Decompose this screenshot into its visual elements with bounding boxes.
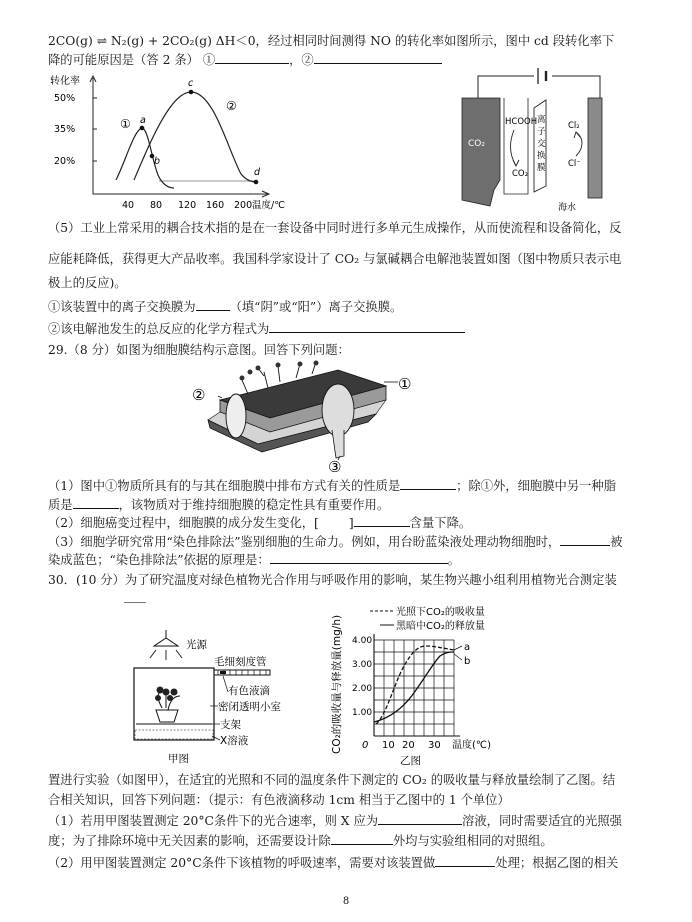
membrane-char-5: 膜 (537, 163, 546, 173)
q30-line-2: 置进行实验（如图甲），在适宜的光照和不同的温度条件下测定的 CO₂ 的吸收量与释放量绘制了乙图。结 (48, 773, 616, 787)
no-conversion-chart (46, 70, 286, 210)
co2-label: CO₂ (468, 139, 485, 149)
y-axis-label: 转化率 (50, 76, 80, 87)
q30-1b-line (48, 833, 553, 849)
ytick-35: 35% (54, 124, 76, 135)
xtick-120: 120 (178, 200, 197, 210)
x-axis-label: 温度/℃ (252, 200, 285, 210)
cell-type-blank[interactable] (560, 534, 610, 546)
lipid-blank[interactable] (73, 497, 119, 509)
q5-equation-text: ②该电解池发生的总反应的化学方程式为 (48, 322, 270, 336)
cl-ion-label: Cl⁻ (568, 159, 581, 169)
legend-dashed: 光照下CO₂的吸收量 (396, 607, 485, 618)
droplet-label: 有色液滴 (228, 685, 270, 697)
q30-2-text: （2）用甲图装置测定 20°C条件下该植物的呼吸速率，需要对该装置做 (48, 856, 436, 870)
curve-2 (134, 92, 256, 182)
yi-ytick-1: 1.00 (352, 708, 373, 718)
xtick-200: 200 (234, 200, 253, 210)
curve-1-label: ① (120, 117, 131, 131)
point-c: c (188, 78, 194, 89)
treatment-blank[interactable] (435, 855, 495, 867)
chamber (134, 668, 214, 740)
point-d: d (254, 167, 261, 178)
q29-3-cont: 被 (610, 535, 623, 549)
label-1: ① (398, 375, 412, 393)
anode (588, 98, 602, 198)
bracket-number-blank[interactable] (319, 516, 349, 527)
x-solution-label: X溶液 (220, 735, 249, 747)
curve-2-label: ② (226, 99, 237, 113)
xtick-160: 160 (206, 200, 225, 210)
separator-2: ，② (289, 53, 314, 67)
principle-blank[interactable] (270, 552, 448, 564)
seawater-label: 海水 (558, 203, 577, 213)
q29-title: 29.（8 分）如图为细胞膜结构示意图。回答下列问题： (48, 343, 350, 357)
q30-1-text: （1）若用甲图装置测定 20°C条件下的光合速率，则 X 应为 (48, 814, 379, 828)
q30-1-cont: 溶液，同时需要适宜的光照强 (462, 814, 622, 828)
answer-blank-2[interactable] (314, 52, 442, 64)
q30-title: 30．(10 分）为了研究温度对绿色植物光合作用与呼吸作用的影响，某生物兴趣小组利用植物光合测定装 (48, 573, 617, 587)
electrolysis-cell-diagram (450, 68, 630, 218)
co2-chart (330, 604, 500, 770)
equation-blank[interactable] (269, 321, 465, 333)
q30-2-line (48, 855, 618, 871)
capillary-label: 毛细刻度管 (214, 656, 267, 668)
cl2-label: Cl₂ (568, 121, 580, 131)
yi-ytick-2: 2.00 (352, 684, 373, 694)
ytick-20: 20% (54, 156, 76, 167)
q29-2-line (48, 515, 471, 531)
q5-line-3: 极上的反应)。 (48, 276, 127, 290)
q29-3b-text: 染成蓝色；“染色排除法”依据的原理是： (48, 553, 270, 567)
question-cd-text: 降的可能原因是（答 2 条） ① (48, 53, 216, 67)
q29-2-bracket: ] (348, 516, 354, 530)
curve-b-label: b (464, 656, 471, 667)
label-3: ③ (328, 458, 342, 472)
membrane-char-1: 离 (537, 115, 546, 125)
q29-1-line (48, 478, 616, 494)
flower-pot (156, 710, 178, 722)
membrane-type-blank[interactable] (196, 299, 230, 311)
question-cd-line (48, 52, 442, 68)
q5-membrane-hint: （填“阴”或“阳”）离子交换膜。 (229, 300, 403, 314)
q30-1b-text: 度；为了排除环境中无关因素的影响，还需要设计除 (48, 834, 331, 848)
yi-x-axis-label: 温度(℃) (452, 740, 492, 751)
yi-xtick-20: 20 (402, 740, 415, 751)
q29-1b-cont: ，该物质对于维持细胞膜的稳定性具有重要作用。 (118, 498, 390, 512)
membrane-char-2: 子 (537, 127, 546, 137)
curve-1 (116, 128, 174, 188)
q30-1-line (48, 813, 622, 829)
q30-1b-cont: 外均与实验组相同的对照组。 (392, 834, 553, 848)
chamber-label: 密闭透明小室 (218, 701, 281, 713)
property-blank[interactable] (400, 478, 456, 490)
xtick-80: 80 (150, 200, 163, 210)
legend-solid: 黑暗中CO₂的释放量 (396, 621, 485, 632)
component-blank[interactable] (354, 515, 410, 527)
yi-ytick-4: 4.00 (352, 636, 373, 646)
yi-caption: 乙图 (400, 755, 421, 767)
reaction-line: 2CO(g) ⇌ N₂(g) + 2CO₂(g) ΔH＜0，经过相同时间测得 NO 的转化率如图所示，图中 cd 段转化率下 (48, 34, 615, 48)
q30-2-cont: 处理；根据乙图的相关 (495, 856, 619, 870)
q5-line-2: 应能耗降低，获得更大产品收率。我国科学家设计了 CO₂ 与氯碱耦合电解池装置如图（图中物质只表示电 (48, 252, 622, 266)
colored-droplet (220, 671, 226, 674)
page-number: 8 (342, 896, 350, 907)
co2-lower-label: CO₂ (512, 169, 529, 179)
q29-1b-line (48, 497, 389, 513)
protein-2 (226, 394, 246, 438)
x-solution (135, 730, 213, 739)
q29-1-cont: ；除①外，细胞膜中另一种脂 (456, 479, 617, 493)
ytick-50: 50% (54, 93, 76, 104)
jia-caption: 甲图 (168, 753, 189, 765)
solution-blank[interactable] (378, 813, 462, 825)
cell-membrane-diagram (188, 360, 428, 472)
yi-y-axis-label: CO₂的吸收量与释放量(mg/h) (331, 614, 343, 754)
point-a: a (140, 115, 146, 126)
hcooh-label: HCOOH (505, 117, 538, 127)
q29-3b-line (48, 552, 460, 568)
protein-large (322, 384, 354, 436)
stray-mark (124, 602, 146, 603)
light-source-label: 光源 (186, 639, 207, 651)
q29-1-text: （1）图中①物质所具有的与其在细胞膜中排布方式有关的性质是 (48, 479, 401, 493)
apparatus-diagram (128, 630, 328, 768)
q29-3b-end: 。 (447, 553, 460, 567)
membrane-char-4: 换 (537, 151, 546, 161)
cathode (462, 98, 500, 206)
q5-equation-line (48, 321, 465, 337)
membrane-char-3: 交 (537, 139, 546, 149)
point-b: b (154, 156, 161, 167)
q5-membrane-line (48, 299, 402, 315)
yi-xtick-10: 10 (382, 740, 395, 751)
xtick-40: 40 (122, 200, 135, 210)
q29-3-text: （3）细胞学研究常用“染色排除法”鉴别细胞的生命力。例如，用台盼蓝染液处理动物细胞时， (48, 535, 561, 549)
answer-blank-1[interactable] (215, 52, 289, 64)
yi-ytick-3: 3.00 (352, 660, 373, 670)
yi-xtick-0: 0 (362, 740, 369, 751)
support-label: 支架 (220, 719, 241, 731)
q29-3-line (48, 534, 623, 550)
q29-2-cont: 含量下降。 (409, 516, 472, 530)
q30-line-3: 合相关知识，回答下列问题：（提示：有色液滴移动 1cm 相当于乙图中的 1 个单位） (48, 793, 510, 807)
control-blank[interactable] (331, 833, 393, 845)
curve-a-label: a (464, 642, 471, 653)
q29-2-text: （2）细胞癌变过程中，细胞膜的成分发生变化，[ (48, 516, 319, 530)
q5-membrane-text: ①该装置中的离子交换膜为 (48, 300, 196, 314)
label-2: ② (192, 386, 206, 404)
q5-line-1: （5）工业上常采用的耦合技术指的是在一套设备中同时进行多单元生成操作，从而使流程和设备简化，反 (48, 221, 622, 235)
yi-xtick-30: 30 (428, 740, 441, 751)
q29-1b-text: 质是 (48, 498, 73, 512)
